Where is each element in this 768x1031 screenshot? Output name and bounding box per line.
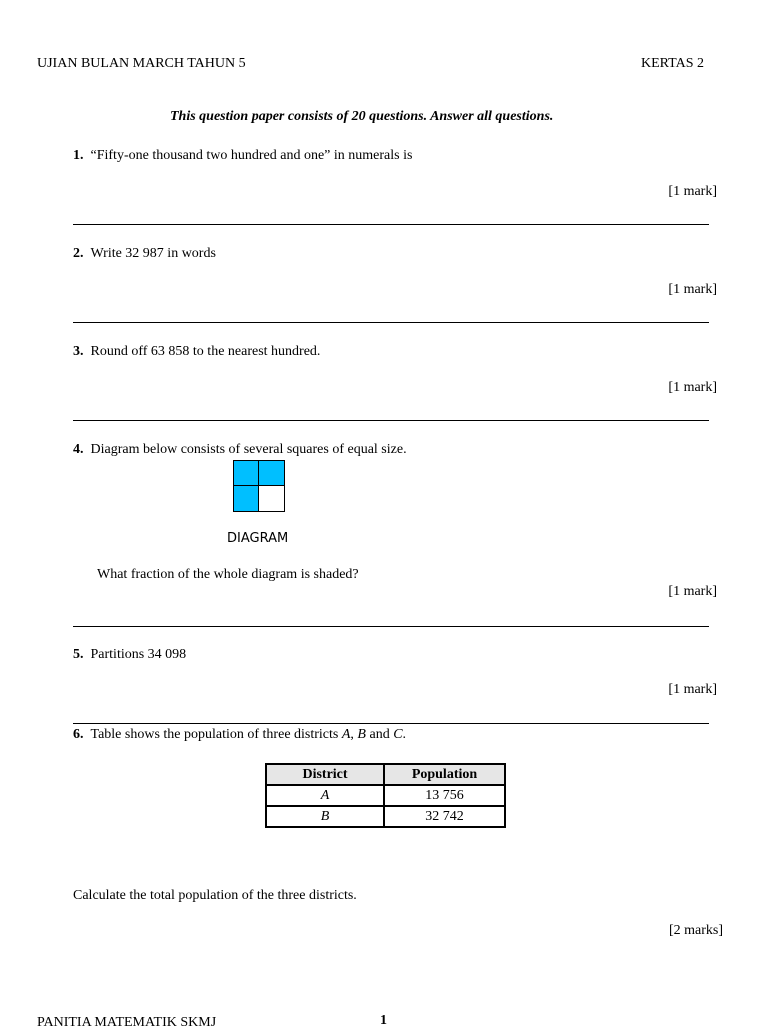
question-number: 3. xyxy=(73,344,84,359)
diagram-label: DIAGRAM xyxy=(227,531,289,546)
question-1 xyxy=(73,148,412,164)
instruction: This question paper consists of 20 questions. Answer all questions. xyxy=(170,109,554,124)
question-text: Round off 63 858 to the nearest hundred. xyxy=(90,344,321,359)
subquestion: What fraction of the whole diagram is shaded? xyxy=(97,567,359,582)
district-cell: B xyxy=(266,806,384,827)
answer-line xyxy=(73,420,709,421)
answer-line xyxy=(73,224,709,225)
question-2 xyxy=(73,246,216,262)
question-5 xyxy=(73,647,186,663)
question-text-part: and xyxy=(365,727,394,742)
header-left: UJIAN BULAN MARCH TAHUN 5 xyxy=(37,56,246,71)
population-cell: 13 756 xyxy=(384,785,505,806)
shaded-square xyxy=(234,461,259,486)
district-a-ref: A xyxy=(341,727,351,742)
page-number: 1 xyxy=(380,1013,387,1028)
marks-label: [1 mark] xyxy=(668,184,717,199)
table-header: District xyxy=(266,764,384,785)
question-text-part: , xyxy=(350,727,358,742)
marks-label: [1 mark] xyxy=(668,584,717,599)
question-number: 4. xyxy=(73,442,84,457)
table-header: Population xyxy=(384,764,505,785)
followup-question: Calculate the total population of the three districts. xyxy=(73,888,357,903)
question-4 xyxy=(73,442,407,458)
table-row xyxy=(266,806,505,827)
header-right: KERTAS 2 xyxy=(641,56,704,71)
footer-left: PANITIA MATEMATIK SKMJ xyxy=(37,1015,217,1030)
question-3 xyxy=(73,344,320,360)
question-number: 5. xyxy=(73,647,84,662)
district-b-ref: B xyxy=(357,727,366,742)
shaded-square xyxy=(234,486,259,511)
answer-line xyxy=(73,322,709,323)
question-number: 2. xyxy=(73,246,84,261)
marks-label: [1 mark] xyxy=(668,682,717,697)
question-text-part: Table shows the population of three districts xyxy=(90,727,342,742)
question-number: 6. xyxy=(73,727,84,742)
question-number: 1. xyxy=(73,148,84,163)
question-text: “Fifty-one thousand two hundred and one” in numerals is xyxy=(90,148,413,163)
table-header-row xyxy=(266,764,505,785)
fraction-diagram xyxy=(233,460,285,512)
question-6 xyxy=(73,727,406,743)
district-cell: A xyxy=(266,785,384,806)
population-cell: 32 742 xyxy=(384,806,505,827)
population-table xyxy=(265,763,506,828)
district-c-ref: C xyxy=(393,727,403,742)
marks-label: [1 mark] xyxy=(668,380,717,395)
answer-line xyxy=(73,626,709,627)
answer-line xyxy=(73,723,709,724)
question-text: Diagram below consists of several squares of equal size. xyxy=(90,442,407,457)
question-text: Write 32 987 in words xyxy=(90,246,216,261)
unshaded-square xyxy=(259,486,284,511)
marks-label: [2 marks] xyxy=(668,923,723,938)
marks-label: [1 mark] xyxy=(668,282,717,297)
question-text: Partitions 34 098 xyxy=(90,647,187,662)
question-text-part: . xyxy=(402,727,407,742)
shaded-square xyxy=(259,461,284,486)
table-row xyxy=(266,785,505,806)
